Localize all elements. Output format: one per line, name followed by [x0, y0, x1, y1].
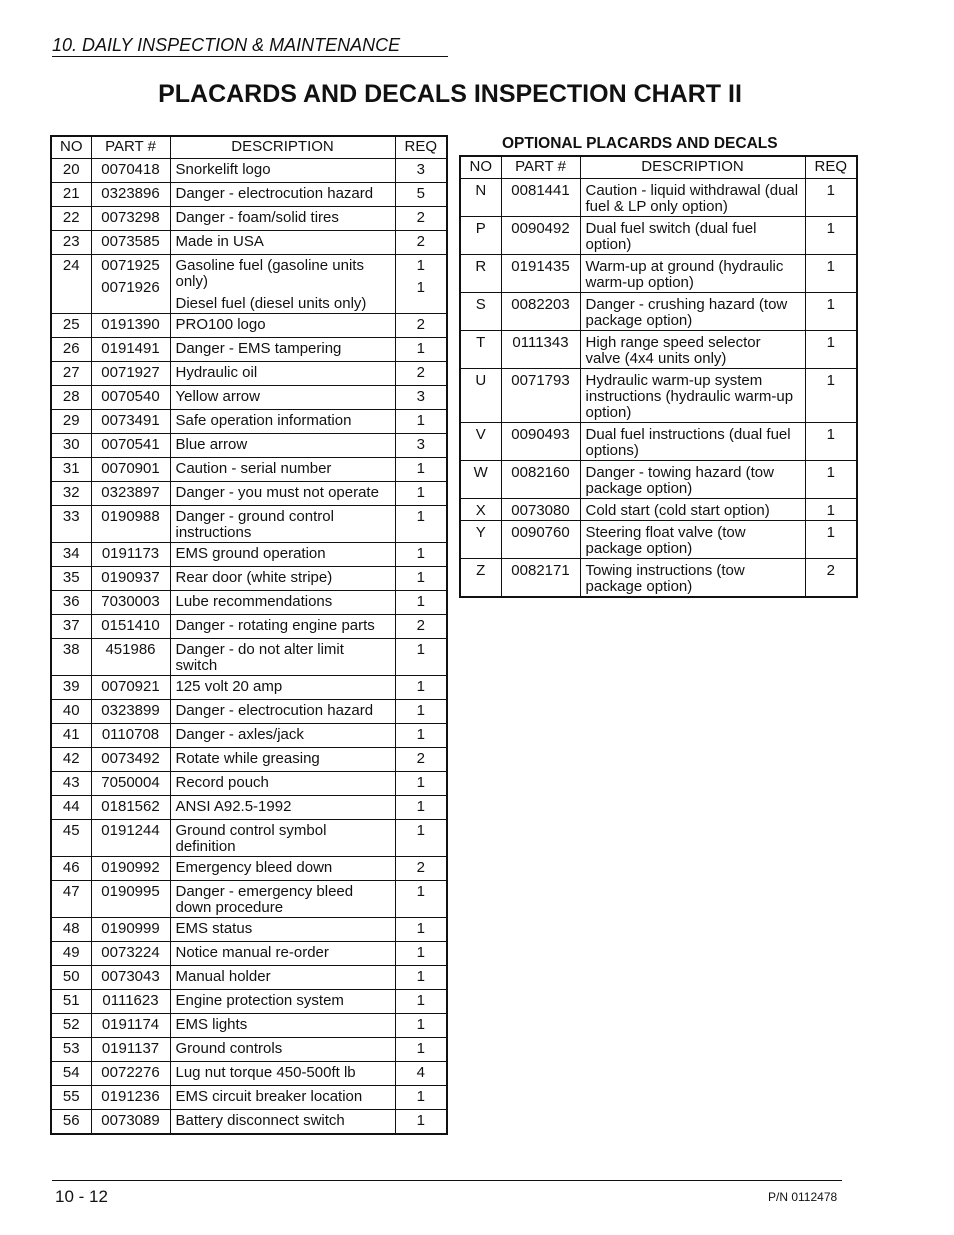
table-row [51, 458, 447, 482]
cell-description: Hydraulic warm-up system instructions (hydraulic warm-up option) [580, 369, 805, 423]
cell-part [91, 255, 170, 314]
cell-no: 56 [51, 1110, 91, 1135]
cell-req: 3 [395, 434, 447, 458]
col-header-description: DESCRIPTION [580, 156, 805, 179]
cell-part: 0323897 [91, 482, 170, 506]
cell-no: S [460, 293, 501, 331]
cell-part: 0181562 [91, 796, 170, 820]
table-row [51, 591, 447, 615]
cell-no: R [460, 255, 501, 293]
cell-description: Snorkelift logo [170, 159, 395, 183]
table-row [51, 231, 447, 255]
cell-no: 49 [51, 942, 91, 966]
cell-description: EMS lights [170, 1014, 395, 1038]
cell-part: 0191137 [91, 1038, 170, 1062]
cell-description: Cold start (cold start option) [580, 499, 805, 521]
cell-part: 0191435 [501, 255, 580, 293]
cell-no: 54 [51, 1062, 91, 1086]
cell-req: 1 [395, 338, 447, 362]
table-row [51, 1038, 447, 1062]
cell-req: 1 [805, 461, 857, 499]
table-row [51, 857, 447, 881]
cell-description: Danger - you must not operate [170, 482, 395, 506]
cell-part: 0111343 [501, 331, 580, 369]
table-row [51, 506, 447, 543]
cell-description: Towing instructions (tow package option) [580, 559, 805, 598]
cell-part: 0073492 [91, 748, 170, 772]
cell-part: 0071927 [91, 362, 170, 386]
section-header: 10. DAILY INSPECTION & MAINTENANCE [52, 35, 448, 57]
cell-part: 0191491 [91, 338, 170, 362]
table-row [51, 676, 447, 700]
cell-part: 7030003 [91, 591, 170, 615]
table-row [51, 362, 447, 386]
cell-no: 52 [51, 1014, 91, 1038]
part-number-alt: 0071926 [101, 279, 160, 296]
cell-part: 0323896 [91, 183, 170, 207]
cell-no: Y [460, 521, 501, 559]
table-row [51, 918, 447, 942]
col-header-req: REQ [805, 156, 857, 179]
cell-part: 0082203 [501, 293, 580, 331]
cell-no: 31 [51, 458, 91, 482]
table-row [51, 543, 447, 567]
description-alt: Diesel fuel (diesel units only) [175, 295, 367, 312]
table-row [460, 521, 857, 559]
cell-part: 0073080 [501, 499, 580, 521]
table-row [460, 423, 857, 461]
cell-description: Danger - emergency bleed down procedure [170, 881, 395, 918]
cell-description: Danger - electrocution hazard [170, 700, 395, 724]
table-row [460, 499, 857, 521]
table-row [51, 966, 447, 990]
col-header-part: PART # [91, 136, 170, 159]
col-header-no: NO [460, 156, 501, 179]
cell-description: PRO100 logo [170, 314, 395, 338]
page-title: PLACARDS AND DECALS INSPECTION CHART II [158, 80, 742, 108]
cell-part: 0070540 [91, 386, 170, 410]
cell-req: 4 [395, 1062, 447, 1086]
cell-description: Dual fuel instructions (dual fuel options) [580, 423, 805, 461]
cell-req: 1 [805, 255, 857, 293]
table-header-row [51, 136, 447, 159]
cell-part: 0190999 [91, 918, 170, 942]
col-header-description: DESCRIPTION [170, 136, 395, 159]
table-row [51, 724, 447, 748]
cell-req: 2 [395, 857, 447, 881]
cell-part: 0073089 [91, 1110, 170, 1135]
cell-req: 1 [395, 1038, 447, 1062]
cell-no: 47 [51, 881, 91, 918]
cell-no: 43 [51, 772, 91, 796]
cell-no: 20 [51, 159, 91, 183]
table-row [51, 1062, 447, 1086]
col-header-no: NO [51, 136, 91, 159]
part-number-footer: P/N 0112478 [768, 1190, 838, 1204]
cell-no: 21 [51, 183, 91, 207]
cell-description: Emergency bleed down [170, 857, 395, 881]
cell-part: 0190988 [91, 506, 170, 543]
cell-part: 0073043 [91, 966, 170, 990]
cell-no: 27 [51, 362, 91, 386]
cell-req: 1 [805, 499, 857, 521]
cell-req: 1 [395, 990, 447, 1014]
cell-no: 32 [51, 482, 91, 506]
optional-decal-table [459, 155, 858, 598]
cell-no: 26 [51, 338, 91, 362]
cell-description: Manual holder [170, 966, 395, 990]
cell-req: 2 [805, 559, 857, 598]
cell-req: 1 [395, 1110, 447, 1135]
cell-part: 0191390 [91, 314, 170, 338]
page-number: 10 - 12 [55, 1187, 108, 1206]
cell-description: Danger - axles/jack [170, 724, 395, 748]
table-row [460, 255, 857, 293]
table-row [51, 314, 447, 338]
cell-part: 7050004 [91, 772, 170, 796]
cell-description: Danger - towing hazard (tow package option) [580, 461, 805, 499]
cell-no: 38 [51, 639, 91, 676]
cell-description: Danger - electrocution hazard [170, 183, 395, 207]
cell-req [395, 255, 447, 314]
cell-description: Record pouch [170, 772, 395, 796]
table-row [51, 1110, 447, 1135]
cell-no: P [460, 217, 501, 255]
footer-divider [52, 1180, 842, 1181]
col-header-part: PART # [501, 156, 580, 179]
cell-description: Rear door (white stripe) [170, 567, 395, 591]
cell-req: 1 [395, 458, 447, 482]
cell-part: 0082171 [501, 559, 580, 598]
cell-part: 0070541 [91, 434, 170, 458]
cell-req: 3 [395, 386, 447, 410]
table-row [460, 179, 857, 217]
cell-description: EMS circuit breaker location [170, 1086, 395, 1110]
cell-no: 53 [51, 1038, 91, 1062]
description: Gasoline fuel (gasoline units only) [175, 257, 364, 290]
cell-req: 1 [395, 1014, 447, 1038]
cell-no: 39 [51, 676, 91, 700]
table-row [51, 410, 447, 434]
table-row [460, 369, 857, 423]
cell-req: 1 [395, 966, 447, 990]
col-header-req: REQ [395, 136, 447, 159]
table-row [51, 796, 447, 820]
cell-part: 0110708 [91, 724, 170, 748]
table-row [51, 881, 447, 918]
table-row [51, 183, 447, 207]
cell-description: Ground controls [170, 1038, 395, 1062]
cell-description: Caution - serial number [170, 458, 395, 482]
cell-description: 125 volt 20 amp [170, 676, 395, 700]
cell-req: 1 [805, 293, 857, 331]
cell-no: 24 [51, 255, 91, 314]
cell-part: 0190937 [91, 567, 170, 591]
cell-description: Danger - ground control instructions [170, 506, 395, 543]
cell-req: 3 [395, 159, 447, 183]
cell-req: 1 [395, 881, 447, 918]
cell-req: 2 [395, 207, 447, 231]
table-row [51, 820, 447, 857]
cell-req: 1 [395, 676, 447, 700]
cell-part: 0190995 [91, 881, 170, 918]
cell-no: 42 [51, 748, 91, 772]
cell-no: 44 [51, 796, 91, 820]
table-header-row [460, 156, 857, 179]
cell-part: 0191236 [91, 1086, 170, 1110]
cell-no: 40 [51, 700, 91, 724]
cell-part: 0073491 [91, 410, 170, 434]
cell-part: 0190992 [91, 857, 170, 881]
cell-description: Danger - rotating engine parts [170, 615, 395, 639]
cell-req: 1 [395, 724, 447, 748]
cell-req: 5 [395, 183, 447, 207]
table-row [460, 293, 857, 331]
cell-no: 37 [51, 615, 91, 639]
table-row [51, 1014, 447, 1038]
cell-description: Yellow arrow [170, 386, 395, 410]
cell-description: Lug nut torque 450-500ft lb [170, 1062, 395, 1086]
cell-part: 0151410 [91, 615, 170, 639]
cell-description: Engine protection system [170, 990, 395, 1014]
cell-req: 2 [395, 748, 447, 772]
cell-req: 1 [395, 410, 447, 434]
cell-no: 28 [51, 386, 91, 410]
main-decal-table [50, 135, 448, 1135]
cell-description: Caution - liquid withdrawal (dual fuel & LP only option) [580, 179, 805, 217]
cell-no: Z [460, 559, 501, 598]
cell-no: 30 [51, 434, 91, 458]
cell-req: 1 [395, 591, 447, 615]
cell-description: High range speed selector valve (4x4 units only) [580, 331, 805, 369]
table-row [51, 567, 447, 591]
table-row [51, 772, 447, 796]
cell-req: 1 [395, 700, 447, 724]
cell-req: 1 [395, 918, 447, 942]
cell-description: Danger - foam/solid tires [170, 207, 395, 231]
cell-part: 0073224 [91, 942, 170, 966]
table-row [51, 434, 447, 458]
cell-no: 25 [51, 314, 91, 338]
cell-part: 0323899 [91, 700, 170, 724]
cell-req: 1 [395, 772, 447, 796]
cell-no: N [460, 179, 501, 217]
table-row [51, 639, 447, 676]
table-row [51, 615, 447, 639]
cell-no: X [460, 499, 501, 521]
cell-part: 0082160 [501, 461, 580, 499]
optional-table-title: OPTIONAL PLACARDS AND DECALS [502, 135, 778, 152]
cell-no: 29 [51, 410, 91, 434]
cell-req: 2 [395, 362, 447, 386]
cell-req: 1 [805, 423, 857, 461]
cell-no: U [460, 369, 501, 423]
table-row [51, 748, 447, 772]
cell-description: Battery disconnect switch [170, 1110, 395, 1135]
cell-no: 45 [51, 820, 91, 857]
cell-part: 0191244 [91, 820, 170, 857]
cell-description: Made in USA [170, 231, 395, 255]
cell-no: 51 [51, 990, 91, 1014]
cell-req: 1 [395, 482, 447, 506]
cell-req: 1 [395, 543, 447, 567]
table-row [51, 990, 447, 1014]
req-qty-alt: 1 [416, 279, 425, 296]
cell-no: 46 [51, 857, 91, 881]
cell-req: 1 [805, 521, 857, 559]
table-row [460, 461, 857, 499]
cell-no: 34 [51, 543, 91, 567]
cell-part: 0090492 [501, 217, 580, 255]
cell-req: 1 [805, 369, 857, 423]
cell-no: 50 [51, 966, 91, 990]
cell-description: Danger - crushing hazard (tow package option) [580, 293, 805, 331]
cell-part: 0090493 [501, 423, 580, 461]
cell-description [170, 255, 395, 314]
cell-description: Safe operation information [170, 410, 395, 434]
table-row [51, 482, 447, 506]
cell-description: EMS status [170, 918, 395, 942]
table-row [51, 942, 447, 966]
cell-part: 0071793 [501, 369, 580, 423]
cell-description: Danger - do not alter limit switch [170, 639, 395, 676]
cell-req: 1 [395, 1086, 447, 1110]
cell-part: 0081441 [501, 179, 580, 217]
table-row [460, 559, 857, 598]
cell-req: 1 [395, 506, 447, 543]
cell-req: 1 [805, 331, 857, 369]
cell-description: Danger - EMS tampering [170, 338, 395, 362]
part-number: 0071925 [101, 257, 160, 274]
cell-no: 35 [51, 567, 91, 591]
table-row [460, 217, 857, 255]
cell-req: 2 [395, 615, 447, 639]
cell-no: T [460, 331, 501, 369]
cell-part: 0090760 [501, 521, 580, 559]
cell-description: Hydraulic oil [170, 362, 395, 386]
cell-req: 2 [395, 231, 447, 255]
cell-part: 0191174 [91, 1014, 170, 1038]
cell-req: 1 [395, 820, 447, 857]
cell-description: Steering float valve (tow package option) [580, 521, 805, 559]
cell-req: 1 [395, 639, 447, 676]
cell-req: 1 [395, 942, 447, 966]
cell-req: 1 [805, 179, 857, 217]
cell-description: Warm-up at ground (hydraulic warm-up option) [580, 255, 805, 293]
cell-part: 0070921 [91, 676, 170, 700]
cell-no: 36 [51, 591, 91, 615]
req-qty: 1 [416, 257, 425, 274]
table-row [51, 159, 447, 183]
cell-description: Rotate while greasing [170, 748, 395, 772]
cell-part: 0073585 [91, 231, 170, 255]
cell-description: Blue arrow [170, 434, 395, 458]
cell-description: EMS ground operation [170, 543, 395, 567]
cell-no: 33 [51, 506, 91, 543]
cell-part: 451986 [91, 639, 170, 676]
cell-part: 0073298 [91, 207, 170, 231]
cell-req: 2 [395, 314, 447, 338]
cell-req: 1 [805, 217, 857, 255]
cell-description: ANSI A92.5-1992 [170, 796, 395, 820]
cell-no: W [460, 461, 501, 499]
cell-description: Ground control symbol definition [170, 820, 395, 857]
cell-no: 22 [51, 207, 91, 231]
table-row [51, 700, 447, 724]
cell-req: 1 [395, 567, 447, 591]
cell-description: Dual fuel switch (dual fuel option) [580, 217, 805, 255]
table-row [460, 331, 857, 369]
cell-no: 41 [51, 724, 91, 748]
table-row [51, 386, 447, 410]
cell-part: 0111623 [91, 990, 170, 1014]
table-row [51, 255, 447, 314]
cell-part: 0070418 [91, 159, 170, 183]
cell-no: 48 [51, 918, 91, 942]
cell-req: 1 [395, 796, 447, 820]
cell-no: 55 [51, 1086, 91, 1110]
cell-part: 0072276 [91, 1062, 170, 1086]
cell-no: V [460, 423, 501, 461]
table-row [51, 1086, 447, 1110]
table-row [51, 338, 447, 362]
cell-part: 0070901 [91, 458, 170, 482]
cell-part: 0191173 [91, 543, 170, 567]
cell-no: 23 [51, 231, 91, 255]
cell-description: Lube recommendations [170, 591, 395, 615]
cell-description: Notice manual re-order [170, 942, 395, 966]
table-row [51, 207, 447, 231]
